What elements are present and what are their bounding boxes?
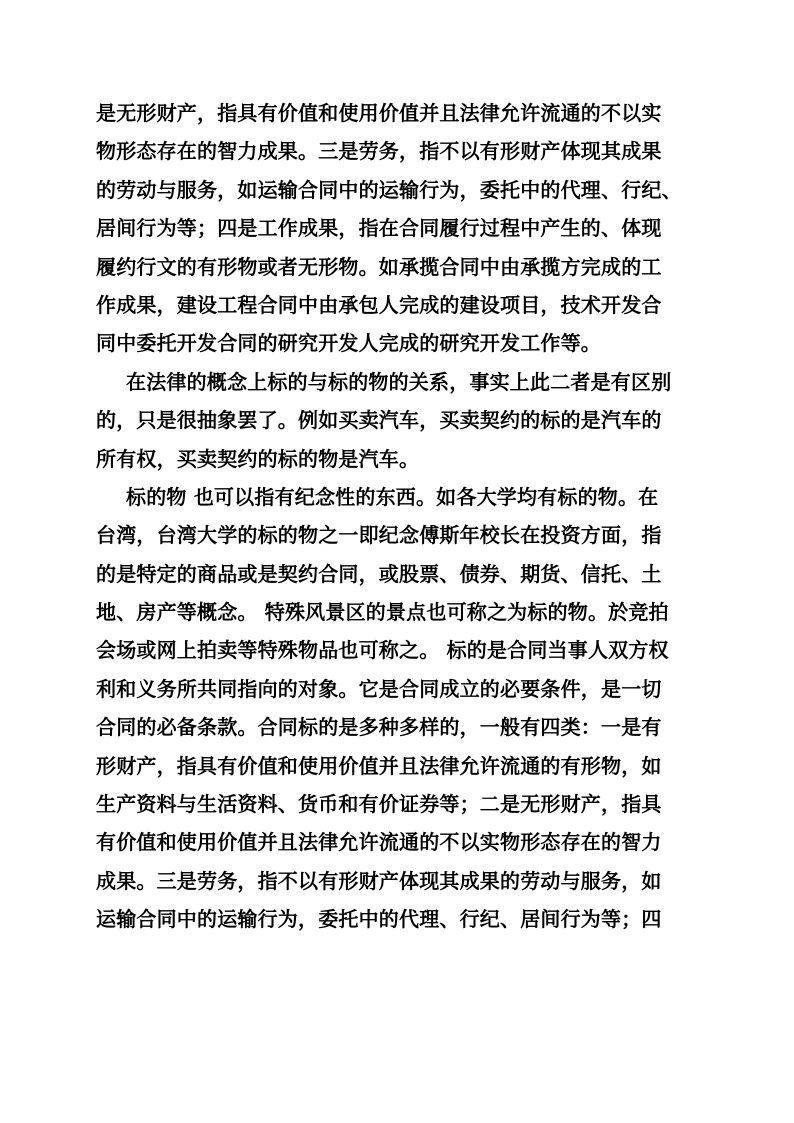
text-line: 是无形财产，指具有价值和使用价值并且法律允许流通的不以实 [96,101,662,125]
text-line: 台湾，台湾大学的标的物之一即纪念傅斯年校长在投资方面，指 [96,523,662,548]
text-line: 物形态存在的智力成果。三是劳务，指不以有形财产体现其成果 [96,139,662,164]
text-line: 生产资料与生活资料、货币和有价证券等；二是无形财产，指具 [96,792,662,817]
text-line: 会场或网上拍卖等特殊物品也可称之。 标的是合同当事人双方权 [96,638,669,663]
text-line: 运输合同中的运输行为，委托中的代理、行纪、居间行为等；四 [96,907,662,932]
text-line: 地、房产等概念。 特殊风景区的景点也可称之为标的物。於竞拍 [96,600,669,625]
body-text [96,94,700,939]
text-line: 作成果，建设工程合同中由承包人完成的建设项目，技术开发合 [96,292,662,317]
text-line: 利和义务所共同指向的对象。它是合同成立的必要条件，是一切 [96,676,662,701]
text-line: 同中委托开发合同的研究开发人完成的研究开发工作等。 [96,331,601,356]
text-line: 成果。三是劳务，指不以有形财产体现其成果的劳动与服务，如 [96,868,662,893]
paragraph-first-line: 在法律的概念上标的与标的物的关系，事实上此二者是有区别 [126,369,672,394]
text-line: 履约行文的有形物或者无形物。如承揽合同中由承揽方完成的工 [96,254,662,279]
text-line: 所有权，买卖契约的标的物是汽车。 [96,446,420,471]
text-line: 的是特定的商品或是契约合同，或股票、债券、期货、信托、土 [96,561,662,586]
text-line: 的，只是很抽象罢了。例如买卖汽车，买卖契约的标的是汽车的 [96,408,662,433]
paragraph-first-line: 标的物 也可以指有纪念性的东西。如各大学均有标的物。在 [126,484,659,509]
text-line: 的劳动与服务，如运输合同中的运输行为，委托中的代理、行纪、 [96,177,682,202]
text-line: 有价值和使用价值并且法律允许流通的不以实物形态存在的智力 [96,830,662,855]
text-line: 居间行为等；四是工作成果，指在合同履行过程中产生的、体现 [96,216,662,241]
text-line: 合同的必备条款。合同标的是多种多样的，一般有四类：一是有 [96,715,662,740]
text-line: 形财产，指具有价值和使用价值并且法律允许流通的有形物，如 [96,753,662,778]
